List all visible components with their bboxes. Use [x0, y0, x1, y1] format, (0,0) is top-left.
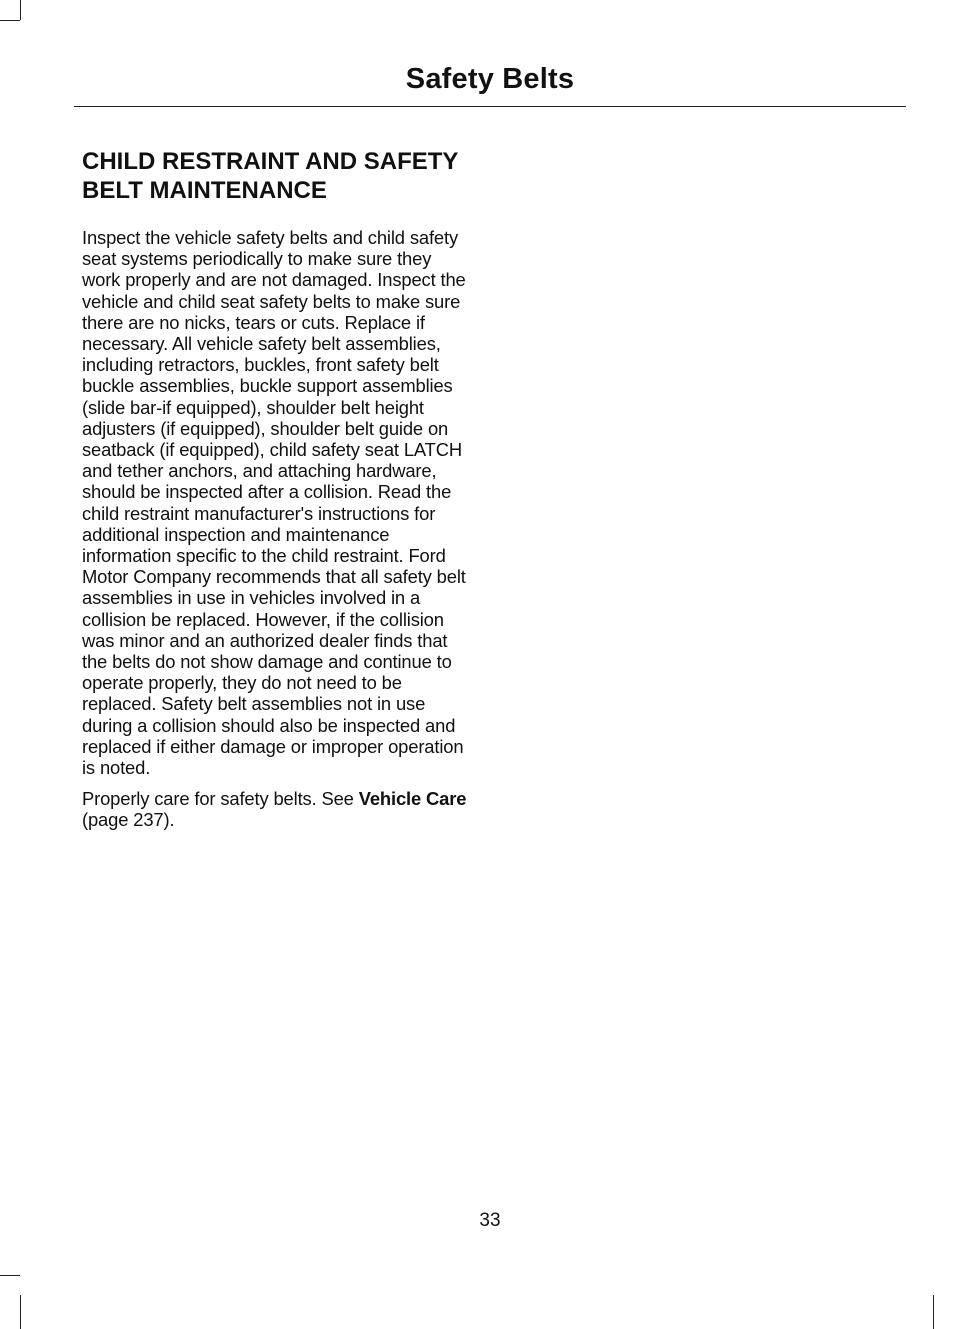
care-paragraph-prefix: Properly care for safety belts. See — [82, 788, 359, 810]
crop-mark-top-left-horizontal — [0, 20, 20, 21]
page-header — [74, 60, 906, 98]
vehicle-care-link[interactable]: Vehicle Care — [358, 788, 467, 810]
care-paragraph-suffix: (page 237). — [82, 809, 175, 831]
crop-mark-bottom-right-vertical — [933, 1295, 934, 1329]
page-title: Safety Belts — [405, 63, 575, 95]
crop-mark-top-left-vertical — [20, 0, 21, 20]
care-paragraph — [82, 788, 474, 830]
content-column — [82, 147, 474, 831]
crop-mark-bottom-left-horizontal — [0, 1275, 20, 1276]
page-number: 33 — [479, 1210, 501, 1231]
crop-mark-bottom-left-vertical — [20, 1295, 21, 1329]
maintenance-paragraph: Inspect the vehicle safety belts and child safety seat systems periodically to make sure they work properly and are not damaged. Inspect the vehicle and child seat safety belts to make sure there are no nicks, tears or cuts. Replace if necessary. All vehicle safety belt assemblies, including retractors, buckles, front safety belt buckle assemblies, buckle support assemblies (slide bar-if equipped), shoulder belt height adjusters (if equipped), shoulder belt guide on seatback (if equipped), child safety seat LATCH and tether anchors, and attaching hardware, should be inspected after a collision. Read the child restraint manufacturer's instructions for additional inspection and maintenance information specific to the child restraint. Ford Motor Company recommends that all safety belt assemblies in use in vehicles involved in a collision be replaced. However, if the collision was minor and an authorized dealer finds that the belts do not show damage and continue to operate properly, they do not need to be replaced. Safety belt assemblies not in use during a collision should also be inspected and replaced if either damage or improper operation is noted. — [82, 227, 466, 779]
header-divider — [74, 106, 906, 107]
section-heading: CHILD RESTRAINT AND SAFETY BELT MAINTENANCE — [82, 148, 459, 204]
